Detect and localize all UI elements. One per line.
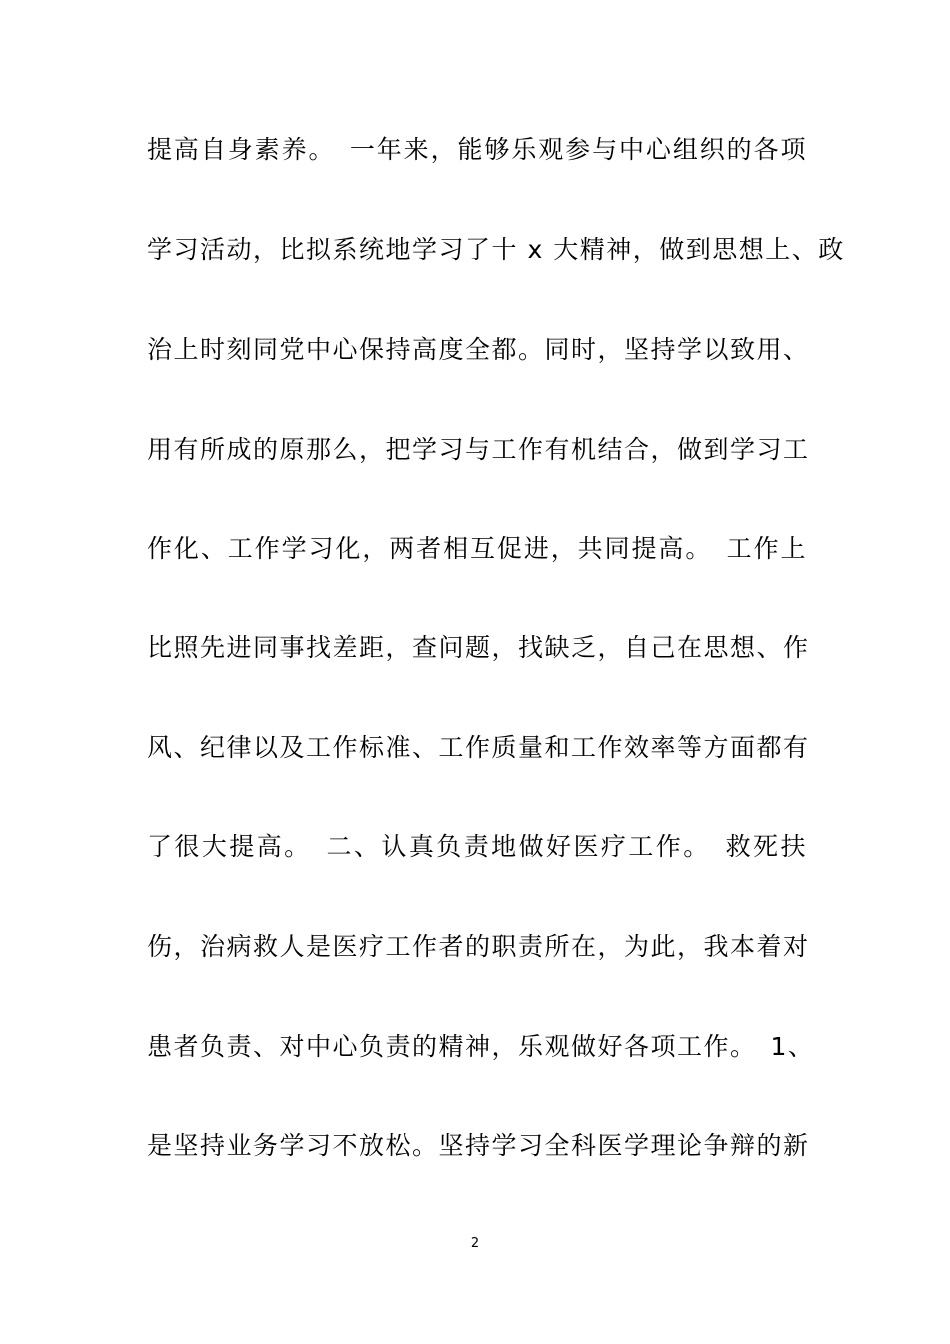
body-text-line: 了很大提高。 二、认真负责地做好医疗工作。 救死扶 [147,832,807,861]
body-text-line: 比照先进同事找差距，查问题，找缺乏，自己在思想、作 [147,633,810,662]
body-text-line: 作化、工作学习化，两者相互促进，共同提高。 工作上 [147,534,807,563]
body-text-line: 学习活动，比拟系统地学习了十 x 大精神，做到思想上、政 [147,235,845,264]
body-text-line: 用有所成的原那么，把学习与工作有机结合，做到学习工 [147,435,810,464]
body-text-line: 提高自身素养。 一年来，能够乐观参与中心组织的各项 [147,135,807,164]
body-text-line: 伤，治病救人是医疗工作者的职责所在，为此，我本着对 [147,932,810,961]
body-text-line: 风、纪律以及工作标准、工作质量和工作效率等方面都有 [147,733,810,762]
body-text-line: 是坚持业务学习不放松。坚持学习全科医学理论争辩的新 [147,1131,810,1160]
body-text-line: 患者负责、对中心负责的精神，乐观做好各项工作。 1、 [147,1032,815,1061]
body-text-line: 治上时刻同党中心保持高度全都。同时，坚持学以致用、 [147,335,810,364]
page-number: 2 [470,1236,480,1251]
